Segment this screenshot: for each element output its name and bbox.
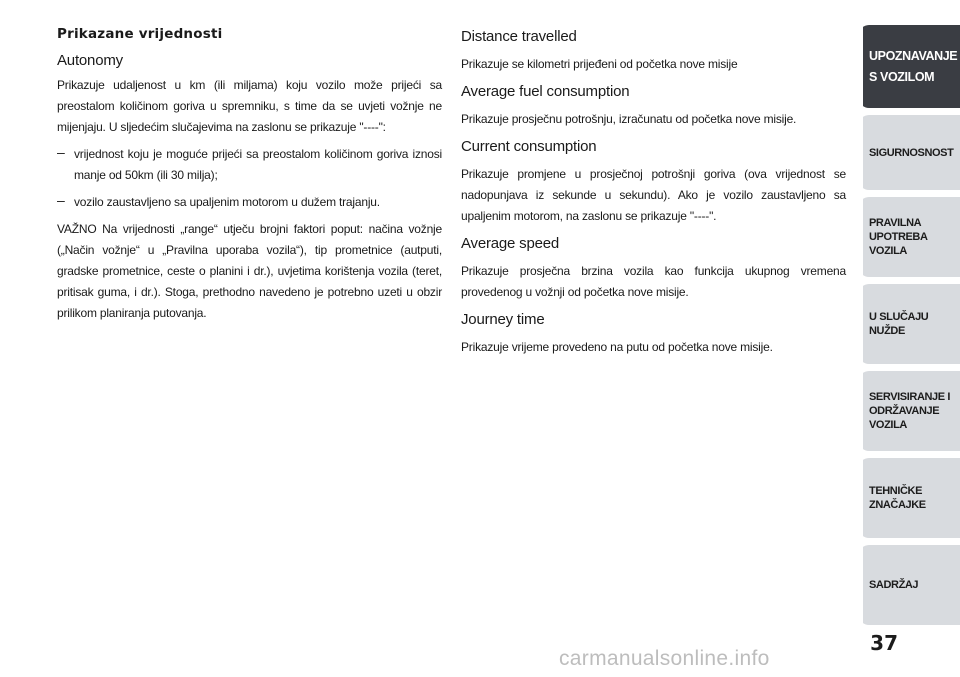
- tab-label: SADRŽAJ: [869, 579, 919, 591]
- autonomy-paragraph: Prikazuje udaljenost u km (ili miljama) koju vozilo može prijeći sa preostalom količinom goriva u spremniku, s time da se uvjeti vožnje ne mijenjaju. U sljedećim slučajevima na zaslonu se prikazuje "----":: [57, 78, 442, 134]
- chapter-tabs: [859, 25, 960, 632]
- tab-label: SIGURNOSNOST: [869, 146, 954, 159]
- journey-time-text: Prikazuje vrijeme provedeno na putu od početka nove misije.: [461, 340, 773, 354]
- dash-bullet: –: [57, 192, 65, 208]
- tab-label: U SLUČAJU NUŽDE: [869, 311, 929, 337]
- important-note: VAŽNO Na vrijednosti „range“ utječu brojni faktori poput: načina vožnje („Način vožnje“ u „Pravilna uporaba vozila“), tip prometnice (autputi, gradske prometnice, ceste o planini i dr.), uvjetima korištenja vozila (teret, pritisak guma, i dr.). Stoga, prethodno navedeno je potrebno uzeti u obzir prilikom planiranja putovanja.: [57, 222, 442, 320]
- distance-travelled-text: Prikazuje se kilometri prijeđeni od početka nove misije: [461, 57, 738, 71]
- watermark: carmanualsonline.info: [559, 647, 770, 670]
- average-fuel-consumption-text: Prikazuje prosječnu potrošnju, izračunatu od početka nove misije.: [461, 112, 797, 126]
- average-fuel-consumption-heading: Average fuel consumption: [461, 83, 630, 100]
- list-item-text: vozilo zaustavljeno sa upaljenim motorom u dužem trajanju.: [74, 195, 380, 209]
- distance-travelled-heading: Distance travelled: [461, 28, 577, 45]
- list-item-text: vrijednost koju je moguće prijeći sa preostalom količinom goriva iznosi manje od 50km (ili 30 milja);: [74, 147, 442, 182]
- section-title: Prikazane vrijednosti: [57, 26, 223, 42]
- journey-time-heading: Journey time: [461, 311, 545, 328]
- current-consumption-heading: Current consumption: [461, 138, 597, 155]
- right-column: [461, 22, 846, 366]
- tab-label: SERVISIRANJE I ODRŽAVANJE VOZILA: [869, 391, 951, 431]
- tab-label: UPOZNAVANJE S VOZILOM: [869, 48, 958, 84]
- tab-upoznavanje-s-vozilom[interactable]: [859, 25, 960, 108]
- tab-label: TEHNIČKE ZNAČAJKE: [869, 485, 926, 511]
- current-consumption-text: Prikazuje promjene u prosječnoj potrošnji goriva (ova vrijednost se nadopunjava iz sekunde u sekundu). Ako je vozilo zaustavljeno sa upaljenim motorom, na zaslonu se prikazuje "----".: [461, 167, 846, 223]
- average-speed-text: Prikazuje prosječna brzina vozila kao funkcija ukupnog vremena provedenog u vožnji od početka nove misije.: [461, 264, 846, 299]
- tab-sigurnosnost[interactable]: [859, 115, 960, 190]
- tab-tehnicke-znacajke[interactable]: [859, 458, 960, 538]
- tab-servisiranje-i-odrzavanje[interactable]: [859, 371, 960, 451]
- tab-sadrzaj[interactable]: [859, 545, 960, 625]
- list-item: [57, 192, 442, 213]
- autonomy-heading: Autonomy: [57, 52, 123, 69]
- average-speed-heading: Average speed: [461, 235, 560, 252]
- list-item: [57, 144, 442, 186]
- page-number: 37: [870, 631, 898, 655]
- tab-u-slucaju-nuzde[interactable]: [859, 284, 960, 364]
- tab-pravilna-upotreba-vozila[interactable]: [859, 197, 960, 277]
- dash-bullet: –: [57, 144, 65, 160]
- tab-label: PRAVILNA UPOTREBA VOZILA: [869, 217, 928, 257]
- left-column: [57, 22, 442, 330]
